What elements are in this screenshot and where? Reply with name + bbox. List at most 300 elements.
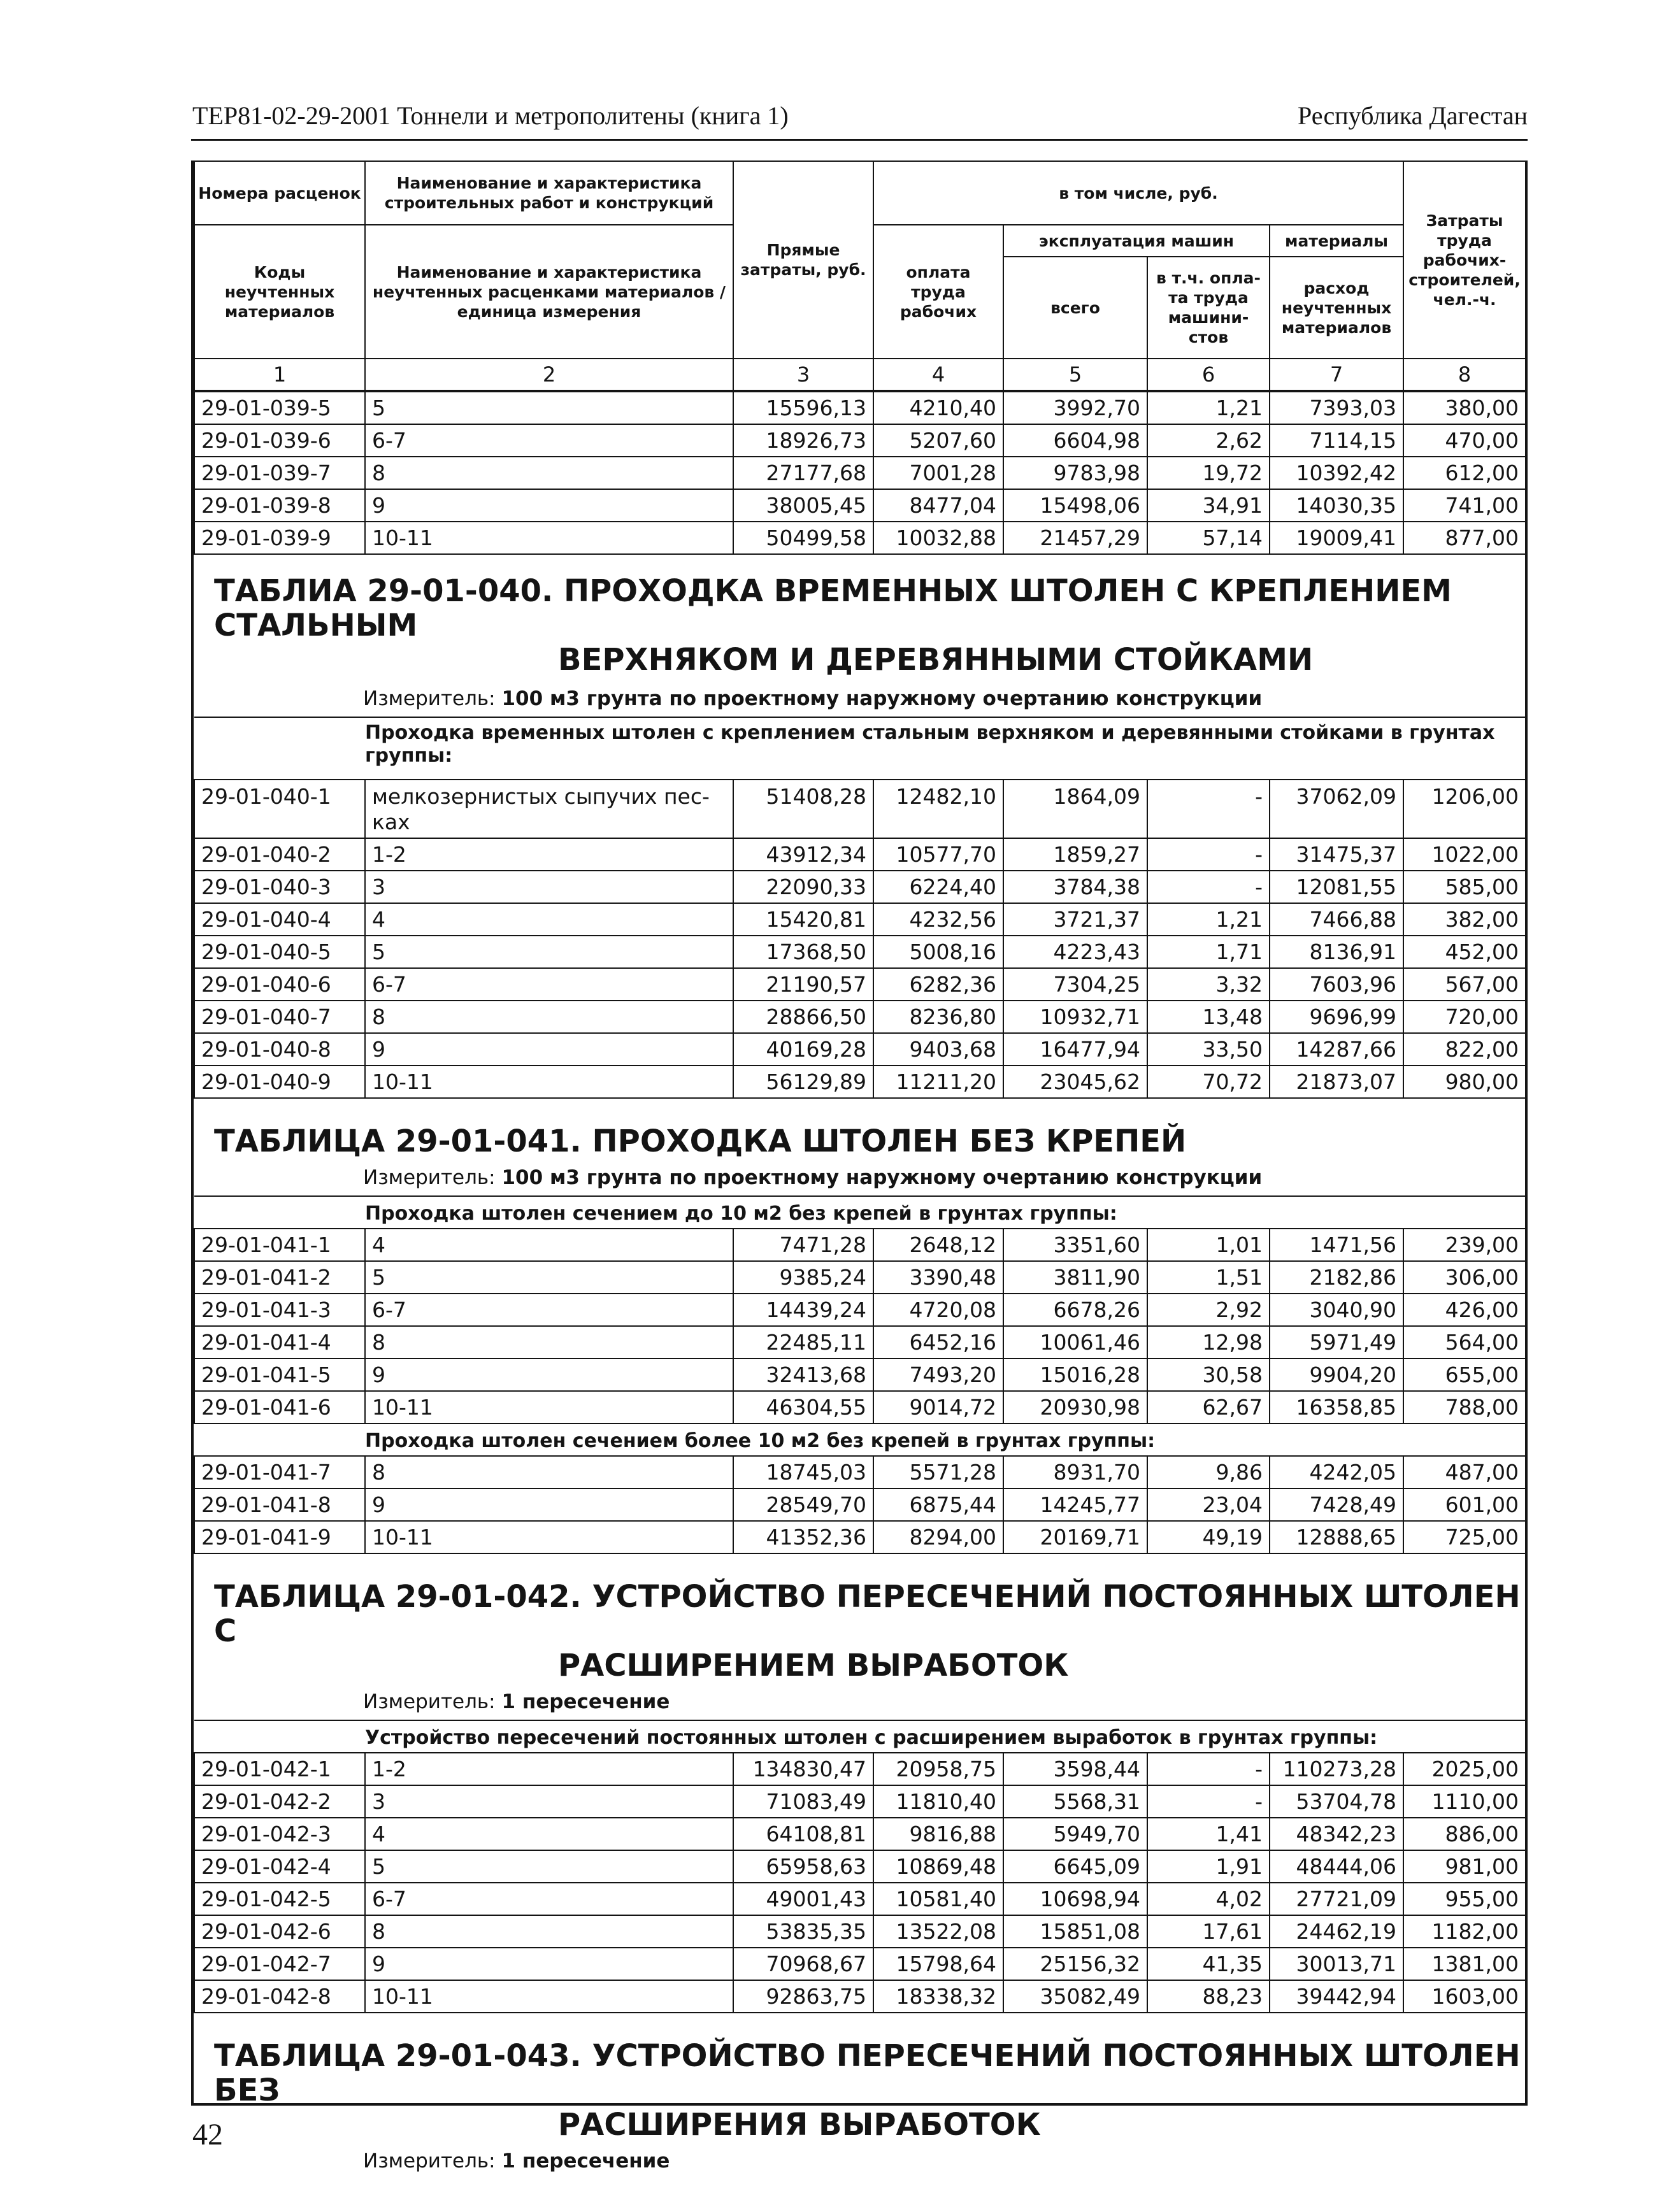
machinist-wages-cell: - — [1147, 871, 1270, 903]
table-row — [194, 1883, 1526, 1915]
header-table — [194, 161, 1526, 391]
col-machinist-wages: в т.ч. опла-та труда машини-стов — [1147, 257, 1270, 359]
worker-wages-cell: 10869,48 — [873, 1850, 1003, 1883]
work-name-cell: 10-11 — [365, 1066, 733, 1098]
table-040 — [194, 717, 1526, 1099]
labor-costs-cell: 655,00 — [1403, 1359, 1526, 1391]
materials-cell: 48444,06 — [1270, 1850, 1403, 1883]
labor-costs-cell: 886,00 — [1403, 1818, 1526, 1850]
worker-wages-cell: 4720,08 — [873, 1294, 1003, 1326]
materials-cell: 7393,03 — [1270, 392, 1403, 424]
work-name-cell: 8 — [365, 1326, 733, 1359]
direct-costs-cell: 15596,13 — [733, 392, 873, 424]
running-header-title: ТЕР81-02-29-2001 Тоннели и метрополитены (книга 1) — [192, 101, 789, 130]
rate-code-cell: 29-01-041-8 — [194, 1488, 365, 1521]
rate-code-cell: 29-01-039-6 — [194, 424, 365, 457]
materials-cell: 53704,78 — [1270, 1785, 1403, 1818]
table-row — [194, 1753, 1526, 1785]
table-043-measure: Измеритель: 1 пересечение — [363, 2150, 670, 2173]
worker-wages-cell: 13522,08 — [873, 1915, 1003, 1948]
labor-costs-cell: 306,00 — [1403, 1261, 1526, 1294]
rate-code-cell: 29-01-041-3 — [194, 1294, 365, 1326]
table-041-title: ТАБЛИЦА 29-01-041. ПРОХОДКА ШТОЛЕН БЕЗ КРЕПЕЙ — [214, 1124, 1187, 1159]
rate-code-cell: 29-01-039-8 — [194, 489, 365, 522]
worker-wages-cell: 6224,40 — [873, 871, 1003, 903]
worker-wages-cell: 4232,56 — [873, 903, 1003, 936]
direct-costs-cell: 71083,49 — [733, 1785, 873, 1818]
table-row — [194, 780, 1526, 838]
table-040-group: Проходка временных штолен с креплением стальным верхняком и деревянными стойками в грунтах группы: — [365, 717, 1526, 780]
materials-cell: 9696,99 — [1270, 1001, 1403, 1033]
work-name-cell: 3 — [365, 871, 733, 903]
rate-code-cell: 29-01-042-2 — [194, 1785, 365, 1818]
table-043-section — [194, 2013, 1525, 2174]
col-machines-total: всего — [1003, 257, 1147, 359]
machines-total-cell: 15851,08 — [1003, 1915, 1147, 1948]
machinist-wages-cell: 19,72 — [1147, 457, 1270, 489]
machinist-wages-cell: 17,61 — [1147, 1915, 1270, 1948]
rate-code-cell: 29-01-040-3 — [194, 871, 365, 903]
worker-wages-cell: 6452,16 — [873, 1326, 1003, 1359]
col-number-6: 6 — [1147, 359, 1270, 390]
materials-cell: 12081,55 — [1270, 871, 1403, 903]
rate-code-cell: 29-01-040-7 — [194, 1001, 365, 1033]
col-group-machines: эксплуатация машин — [1003, 225, 1270, 257]
materials-cell: 12888,65 — [1270, 1521, 1403, 1553]
worker-wages-cell: 8477,04 — [873, 489, 1003, 522]
table-042-measure: Измеритель: 1 пересечение — [363, 1690, 670, 1713]
labor-costs-cell: 788,00 — [1403, 1391, 1526, 1424]
labor-costs-cell: 601,00 — [1403, 1488, 1526, 1521]
labor-costs-cell: 2025,00 — [1403, 1753, 1526, 1785]
work-name-cell: 3 — [365, 1785, 733, 1818]
table-row — [194, 457, 1526, 489]
table-row — [194, 1785, 1526, 1818]
machines-total-cell: 15016,28 — [1003, 1359, 1147, 1391]
labor-costs-cell: 382,00 — [1403, 903, 1526, 936]
worker-wages-cell: 9816,88 — [873, 1818, 1003, 1850]
table-row — [194, 489, 1526, 522]
materials-cell: 7428,49 — [1270, 1488, 1403, 1521]
rate-code-cell: 29-01-042-1 — [194, 1753, 365, 1785]
worker-wages-cell: 3390,48 — [873, 1261, 1003, 1294]
direct-costs-cell: 27177,68 — [733, 457, 873, 489]
worker-wages-cell: 10032,88 — [873, 522, 1003, 554]
machinist-wages-cell: 33,50 — [1147, 1033, 1270, 1066]
machinist-wages-cell: 88,23 — [1147, 1980, 1270, 2013]
worker-wages-cell: 20958,75 — [873, 1753, 1003, 1785]
machinist-wages-cell: 70,72 — [1147, 1066, 1270, 1098]
table-row — [194, 1294, 1526, 1326]
table-row — [194, 1261, 1526, 1294]
col-unaccounted-materials: расход неучтенных материалов — [1270, 257, 1403, 359]
materials-cell: 30013,71 — [1270, 1948, 1403, 1980]
machines-total-cell: 3784,38 — [1003, 871, 1147, 903]
header-rule — [191, 139, 1528, 141]
table-row — [194, 1456, 1526, 1488]
rate-code-cell: 29-01-042-8 — [194, 1980, 365, 2013]
worker-wages-cell: 6875,44 — [873, 1488, 1003, 1521]
table-row — [194, 1850, 1526, 1883]
machinist-wages-cell: 34,91 — [1147, 489, 1270, 522]
worker-wages-cell: 9403,68 — [873, 1033, 1003, 1066]
worker-wages-cell: 6282,36 — [873, 968, 1003, 1001]
machines-total-cell: 14245,77 — [1003, 1488, 1147, 1521]
work-name-cell: 4 — [365, 1229, 733, 1261]
materials-cell: 19009,41 — [1270, 522, 1403, 554]
col-worker-wages: оплата труда рабочих — [873, 225, 1003, 359]
work-name-cell: 6-7 — [365, 1294, 733, 1326]
table-row — [194, 1948, 1526, 1980]
materials-cell: 27721,09 — [1270, 1883, 1403, 1915]
machines-total-cell: 6604,98 — [1003, 424, 1147, 457]
labor-costs-cell: 981,00 — [1403, 1850, 1526, 1883]
col-direct-costs: Прямые затраты, руб. — [733, 161, 873, 359]
col-group-in-total: в том числе, руб. — [873, 161, 1403, 225]
col-group-materials: материалы — [1270, 225, 1403, 257]
worker-wages-cell: 5571,28 — [873, 1456, 1003, 1488]
work-name-cell: 10-11 — [365, 522, 733, 554]
table-row — [194, 1001, 1526, 1033]
materials-cell: 7114,15 — [1270, 424, 1403, 457]
machinist-wages-cell: 49,19 — [1147, 1521, 1270, 1553]
labor-costs-cell: 980,00 — [1403, 1066, 1526, 1098]
rate-code-cell: 29-01-039-9 — [194, 522, 365, 554]
worker-wages-cell: 8236,80 — [873, 1001, 1003, 1033]
machines-total-cell: 10061,46 — [1003, 1326, 1147, 1359]
table-row — [194, 1488, 1526, 1521]
machines-total-cell: 3598,44 — [1003, 1753, 1147, 1785]
materials-cell: 24462,19 — [1270, 1915, 1403, 1948]
direct-costs-cell: 18745,03 — [733, 1456, 873, 1488]
direct-costs-cell: 22090,33 — [733, 871, 873, 903]
table-row — [194, 1521, 1526, 1553]
table-row — [194, 1915, 1526, 1948]
work-name-cell: 6-7 — [365, 968, 733, 1001]
col-number-8: 8 — [1403, 359, 1526, 390]
worker-wages-cell: 18338,32 — [873, 1980, 1003, 2013]
work-name-cell: 5 — [365, 1261, 733, 1294]
direct-costs-cell: 15420,81 — [733, 903, 873, 936]
direct-costs-cell: 18926,73 — [733, 424, 873, 457]
work-name-cell: 9 — [365, 1948, 733, 1980]
labor-costs-cell: 1206,00 — [1403, 780, 1526, 838]
labor-costs-cell: 1022,00 — [1403, 838, 1526, 871]
machinist-wages-cell: 1,21 — [1147, 903, 1270, 936]
labor-costs-cell: 585,00 — [1403, 871, 1526, 903]
machines-total-cell: 8931,70 — [1003, 1456, 1147, 1488]
materials-cell: 110273,28 — [1270, 1753, 1403, 1785]
work-name-cell: 9 — [365, 489, 733, 522]
table-041-group-1: Проходка штолен сечением до 10 м2 без крепей в грунтах группы: — [365, 1196, 1526, 1229]
rate-code-cell: 29-01-039-5 — [194, 392, 365, 424]
labor-costs-cell: 822,00 — [1403, 1033, 1526, 1066]
direct-costs-cell: 70968,67 — [733, 1948, 873, 1980]
machines-total-cell: 5949,70 — [1003, 1818, 1147, 1850]
worker-wages-cell: 8294,00 — [873, 1521, 1003, 1553]
rate-code-cell: 29-01-040-6 — [194, 968, 365, 1001]
machines-total-cell: 20930,98 — [1003, 1391, 1147, 1424]
worker-wages-cell: 4210,40 — [873, 392, 1003, 424]
rate-code-cell: 29-01-040-1 — [194, 780, 365, 838]
work-name-cell: 6-7 — [365, 1883, 733, 1915]
rate-code-cell: 29-01-041-5 — [194, 1359, 365, 1391]
col-number-2: 2 — [365, 359, 733, 390]
machinist-wages-cell: 62,67 — [1147, 1391, 1270, 1424]
machines-total-cell: 23045,62 — [1003, 1066, 1147, 1098]
machinist-wages-cell: 41,35 — [1147, 1948, 1270, 1980]
machinist-wages-cell: 9,86 — [1147, 1456, 1270, 1488]
rate-code-cell: 29-01-042-3 — [194, 1818, 365, 1850]
materials-cell: 21873,07 — [1270, 1066, 1403, 1098]
work-name-cell: 8 — [365, 457, 733, 489]
rate-code-cell: 29-01-041-4 — [194, 1326, 365, 1359]
direct-costs-cell: 50499,58 — [733, 522, 873, 554]
col-number-5: 5 — [1003, 359, 1147, 390]
labor-costs-cell: 1110,00 — [1403, 1785, 1526, 1818]
table-row — [194, 1033, 1526, 1066]
table-row — [194, 1229, 1526, 1261]
work-name-cell: 5 — [365, 936, 733, 968]
labor-costs-cell: 452,00 — [1403, 936, 1526, 968]
direct-costs-cell: 134830,47 — [733, 1753, 873, 1785]
table-row — [194, 838, 1526, 871]
table-row — [194, 1359, 1526, 1391]
table-row — [194, 1391, 1526, 1424]
labor-costs-cell: 612,00 — [1403, 457, 1526, 489]
labor-costs-cell: 741,00 — [1403, 489, 1526, 522]
materials-cell: 10392,42 — [1270, 457, 1403, 489]
table-row — [194, 424, 1526, 457]
col-number-4: 4 — [873, 359, 1003, 390]
machinist-wages-cell: 2,92 — [1147, 1294, 1270, 1326]
table-042-section — [194, 1554, 1525, 2013]
table-041-measure: Измеритель: 100 м3 грунта по проектному наружному очертанию конструкции — [363, 1166, 1263, 1189]
direct-costs-cell: 7471,28 — [733, 1229, 873, 1261]
col-material-codes: Коды неучтенных материалов — [194, 225, 365, 359]
direct-costs-cell: 92863,75 — [733, 1980, 873, 2013]
machines-total-cell: 15498,06 — [1003, 489, 1147, 522]
machines-total-cell: 25156,32 — [1003, 1948, 1147, 1980]
rate-code-cell: 29-01-040-9 — [194, 1066, 365, 1098]
labor-costs-cell: 567,00 — [1403, 968, 1526, 1001]
table-043-title: ТАБЛИЦА 29-01-043. УСТРОЙСТВО ПЕРЕСЕЧЕНИЙ ПОСТОЯННЫХ ШТОЛЕН БЕЗ РАСШИРЕНИЯ ВЫРАБОТОК — [214, 2038, 1521, 2143]
machines-total-cell: 1859,27 — [1003, 838, 1147, 871]
work-name-cell: 5 — [365, 1850, 733, 1883]
labor-costs-cell: 1381,00 — [1403, 1948, 1526, 1980]
direct-costs-cell: 32413,68 — [733, 1359, 873, 1391]
machines-total-cell: 16477,94 — [1003, 1033, 1147, 1066]
labor-costs-cell: 380,00 — [1403, 392, 1526, 424]
table-row — [194, 522, 1526, 554]
worker-wages-cell: 10577,70 — [873, 838, 1003, 871]
labor-costs-cell: 487,00 — [1403, 1456, 1526, 1488]
table-row — [194, 392, 1526, 424]
table-041-group-2: Проходка штолен сечением более 10 м2 без крепей в грунтах группы: — [365, 1424, 1526, 1456]
work-name-cell: 10-11 — [365, 1521, 733, 1553]
materials-cell: 48342,23 — [1270, 1818, 1403, 1850]
table-042 — [194, 1720, 1526, 2013]
table-row — [194, 1980, 1526, 2013]
direct-costs-cell: 53835,35 — [733, 1915, 873, 1948]
machinist-wages-cell: 23,04 — [1147, 1488, 1270, 1521]
table-row — [194, 936, 1526, 968]
machinist-wages-cell: 1,91 — [1147, 1850, 1270, 1883]
machinist-wages-cell: 1,41 — [1147, 1818, 1270, 1850]
work-name-cell: 10-11 — [365, 1391, 733, 1424]
work-name-cell: 4 — [365, 1818, 733, 1850]
materials-cell: 2182,86 — [1270, 1261, 1403, 1294]
machines-total-cell: 6678,26 — [1003, 1294, 1147, 1326]
direct-costs-cell: 22485,11 — [733, 1326, 873, 1359]
machines-total-cell: 4223,43 — [1003, 936, 1147, 968]
labor-costs-cell: 564,00 — [1403, 1326, 1526, 1359]
machines-total-cell: 3351,60 — [1003, 1229, 1147, 1261]
machinist-wages-cell: 1,21 — [1147, 392, 1270, 424]
rate-code-cell: 29-01-041-9 — [194, 1521, 365, 1553]
table-039-continuation — [194, 391, 1526, 555]
machines-total-cell: 9783,98 — [1003, 457, 1147, 489]
worker-wages-cell: 11810,40 — [873, 1785, 1003, 1818]
work-name-cell: 9 — [365, 1033, 733, 1066]
table-row — [194, 903, 1526, 936]
worker-wages-cell: 5207,60 — [873, 424, 1003, 457]
rate-code-cell: 29-01-039-7 — [194, 457, 365, 489]
worker-wages-cell: 5008,16 — [873, 936, 1003, 968]
rate-code-cell: 29-01-042-6 — [194, 1915, 365, 1948]
machines-total-cell: 10698,94 — [1003, 1883, 1147, 1915]
materials-cell: 9904,20 — [1270, 1359, 1403, 1391]
worker-wages-cell: 11211,20 — [873, 1066, 1003, 1098]
col-labor-costs: Затраты труда рабочих-строителей, чел.-ч. — [1403, 161, 1526, 359]
machines-total-cell: 21457,29 — [1003, 522, 1147, 554]
table-040-measure: Измеритель: 100 м3 грунта по проектному наружному очертанию конструкции — [363, 687, 1263, 710]
work-name-cell: 5 — [365, 392, 733, 424]
materials-cell: 4242,05 — [1270, 1456, 1403, 1488]
labor-costs-cell: 877,00 — [1403, 522, 1526, 554]
work-name-cell: 8 — [365, 1915, 733, 1948]
machinist-wages-cell: - — [1147, 838, 1270, 871]
machines-total-cell: 3721,37 — [1003, 903, 1147, 936]
work-name-cell: 1-2 — [365, 1753, 733, 1785]
materials-cell: 37062,09 — [1270, 780, 1403, 838]
work-name-cell: 8 — [365, 1456, 733, 1488]
labor-costs-cell: 725,00 — [1403, 1521, 1526, 1553]
materials-cell: 31475,37 — [1270, 838, 1403, 871]
direct-costs-cell: 65958,63 — [733, 1850, 873, 1883]
materials-cell: 5971,49 — [1270, 1326, 1403, 1359]
materials-cell: 14287,66 — [1270, 1033, 1403, 1066]
rate-code-cell: 29-01-041-7 — [194, 1456, 365, 1488]
direct-costs-cell: 38005,45 — [733, 489, 873, 522]
col-work-name: Наименование и характеристика строительных работ и конструкций — [365, 161, 733, 225]
materials-cell: 1471,56 — [1270, 1229, 1403, 1261]
table-row — [194, 871, 1526, 903]
worker-wages-cell: 9014,72 — [873, 1391, 1003, 1424]
col-number-3: 3 — [733, 359, 873, 390]
machinist-wages-cell: 4,02 — [1147, 1883, 1270, 1915]
rate-code-cell: 29-01-042-5 — [194, 1883, 365, 1915]
table-row — [194, 968, 1526, 1001]
rates-document — [191, 161, 1528, 2173]
direct-costs-cell: 40169,28 — [733, 1033, 873, 1066]
col-number-7: 7 — [1270, 359, 1403, 390]
work-name-cell: мелкозернистых сыпучих пес-ках — [365, 780, 733, 838]
direct-costs-cell: 28866,50 — [733, 1001, 873, 1033]
machinist-wages-cell: - — [1147, 780, 1270, 838]
work-name-cell: 8 — [365, 1001, 733, 1033]
machinist-wages-cell: 57,14 — [1147, 522, 1270, 554]
col-material-name: Наименование и характеристика неучтенных расценками материалов / единица измерения — [365, 225, 733, 359]
machines-total-cell: 7304,25 — [1003, 968, 1147, 1001]
materials-cell: 7603,96 — [1270, 968, 1403, 1001]
direct-costs-cell: 51408,28 — [733, 780, 873, 838]
work-name-cell: 1-2 — [365, 838, 733, 871]
direct-costs-cell: 14439,24 — [733, 1294, 873, 1326]
machinist-wages-cell: 2,62 — [1147, 424, 1270, 457]
machines-total-cell: 20169,71 — [1003, 1521, 1147, 1553]
machinist-wages-cell: 30,58 — [1147, 1359, 1270, 1391]
machines-total-cell: 6645,09 — [1003, 1850, 1147, 1883]
labor-costs-cell: 720,00 — [1403, 1001, 1526, 1033]
machines-total-cell: 3992,70 — [1003, 392, 1147, 424]
worker-wages-cell: 7001,28 — [873, 457, 1003, 489]
machinist-wages-cell: 3,32 — [1147, 968, 1270, 1001]
work-name-cell: 9 — [365, 1359, 733, 1391]
direct-costs-cell: 46304,55 — [733, 1391, 873, 1424]
machines-total-cell: 35082,49 — [1003, 1980, 1147, 2013]
worker-wages-cell: 7493,20 — [873, 1359, 1003, 1391]
col-number-1: 1 — [194, 359, 365, 390]
materials-cell: 39442,94 — [1270, 1980, 1403, 2013]
table-042-title: ТАБЛИЦА 29-01-042. УСТРОЙСТВО ПЕРЕСЕЧЕНИЙ ПОСТОЯННЫХ ШТОЛЕН С РАСШИРЕНИЕМ ВЫРАБОТОК — [214, 1579, 1521, 1683]
machinist-wages-cell: 1,71 — [1147, 936, 1270, 968]
rate-code-cell: 29-01-040-5 — [194, 936, 365, 968]
machines-total-cell: 3811,90 — [1003, 1261, 1147, 1294]
direct-costs-cell: 28549,70 — [733, 1488, 873, 1521]
labor-costs-cell: 239,00 — [1403, 1229, 1526, 1261]
work-name-cell: 6-7 — [365, 424, 733, 457]
direct-costs-cell: 9385,24 — [733, 1261, 873, 1294]
rate-code-cell: 29-01-040-2 — [194, 838, 365, 871]
table-040-section — [194, 555, 1525, 1099]
work-name-cell: 4 — [365, 903, 733, 936]
labor-costs-cell: 1603,00 — [1403, 1980, 1526, 2013]
rate-code-cell: 29-01-042-4 — [194, 1850, 365, 1883]
direct-costs-cell: 64108,81 — [733, 1818, 873, 1850]
col-rate-numbers: Номера расценок — [194, 161, 365, 225]
worker-wages-cell: 12482,10 — [873, 780, 1003, 838]
direct-costs-cell: 41352,36 — [733, 1521, 873, 1553]
page-number: 42 — [192, 2118, 223, 2151]
rate-code-cell: 29-01-041-6 — [194, 1391, 365, 1424]
machinist-wages-cell: - — [1147, 1753, 1270, 1785]
table-041-section — [194, 1099, 1525, 1554]
materials-cell: 7466,88 — [1270, 903, 1403, 936]
table-row — [194, 1066, 1526, 1098]
direct-costs-cell: 49001,43 — [733, 1883, 873, 1915]
machinist-wages-cell: 1,51 — [1147, 1261, 1270, 1294]
rate-code-cell: 29-01-041-1 — [194, 1229, 365, 1261]
labor-costs-cell: 1182,00 — [1403, 1915, 1526, 1948]
machinist-wages-cell: - — [1147, 1785, 1270, 1818]
table-041 — [194, 1195, 1526, 1554]
machinist-wages-cell: 12,98 — [1147, 1326, 1270, 1359]
work-name-cell: 9 — [365, 1488, 733, 1521]
rate-code-cell: 29-01-042-7 — [194, 1948, 365, 1980]
materials-cell: 3040,90 — [1270, 1294, 1403, 1326]
direct-costs-cell: 43912,34 — [733, 838, 873, 871]
